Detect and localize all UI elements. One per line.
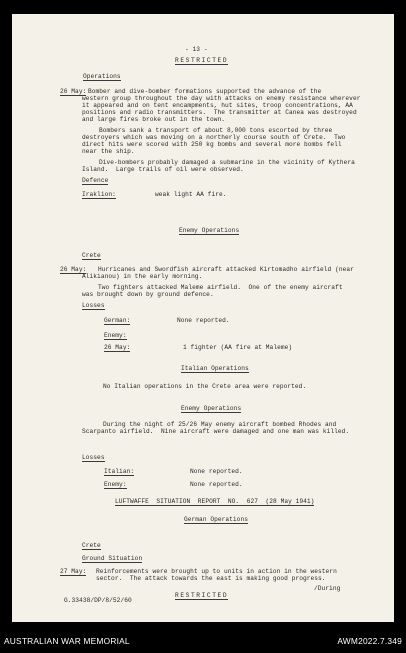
document-page	[12, 14, 394, 622]
report-subtitle: German Operations	[184, 516, 248, 523]
paragraph-line: Hurricanes and Swordfish aircraft attacked Kirtomadho airfield (near	[98, 266, 354, 273]
date-label: 27 May:	[60, 568, 87, 575]
enemy-date: 26 May:	[104, 344, 131, 351]
enemy-value: 1 fighter (AA fire at Maleme)	[183, 344, 293, 351]
paragraph-line: near the ship.	[82, 148, 135, 155]
section-title: Italian Operations	[181, 365, 249, 372]
paragraph-line: western group throughout the day with attacks on enemy resistance wherever	[82, 95, 361, 102]
italian-label: Italian:	[104, 468, 135, 475]
losses-heading: Losses	[82, 302, 105, 309]
date-label: 26 May:	[60, 266, 87, 273]
paragraph-line: Two fighters attacked Maleme airfield. One of the enemy aircraft	[98, 284, 343, 291]
italian-value: None reported.	[190, 468, 243, 475]
date-label: 26 May:	[60, 88, 87, 95]
enemy-value: None reported.	[190, 481, 243, 488]
paragraph-line: Dive-bombers probably damaged a submarine in the vicinity of Kythera	[99, 159, 355, 166]
catalogue-number: AWM2022.7.349	[337, 636, 402, 646]
catchword: /During	[314, 585, 341, 592]
paragraph-line: positions and radio transmitters. The transmitter at Canea was destroyed	[82, 109, 357, 116]
operations-heading: Operations	[83, 73, 121, 80]
classification-header: RESTRICTED	[175, 57, 229, 64]
paragraph-line: Reinforcements were brought up to units in action in the western	[96, 568, 337, 575]
archive-credit: AUSTRALIAN WAR MEMORIAL	[4, 636, 130, 646]
paragraph-line: Island. Large trails of oil were observed.	[82, 166, 244, 173]
paragraph-line: During the night of 25/26 May enemy aircraft bombed Rhodes and	[103, 421, 337, 428]
classification-footer: RESTRICTED	[175, 592, 229, 599]
paragraph-line: Bombers sank a transport of about 8,000 tons escorted by three	[99, 127, 333, 134]
losses-heading: Losses	[82, 454, 105, 461]
enemy-label: Enemy:	[104, 481, 127, 488]
section-title: Enemy Operations	[179, 227, 240, 234]
paragraph-line: direct hits were scored with 250 kg bombs and several more bombs fell	[82, 141, 342, 148]
page-number: - 13 -	[185, 46, 208, 53]
defence-place-label: Iraklion:	[82, 191, 116, 198]
paragraph-line: sector. The attack towards the east is making good progress.	[96, 575, 326, 582]
report-title: LUFTWAFFE SITUATION REPORT NO. 627 (28 May 1941)	[115, 498, 315, 505]
defence-text: weak light AA fire.	[155, 191, 227, 198]
enemy-label: Enemy:	[104, 332, 127, 339]
paragraph-line: Bomber and dive-bomber formations supported the advance of the	[88, 88, 322, 95]
defence-heading: Defence	[82, 177, 109, 184]
crete-heading: Crete	[82, 542, 101, 549]
paragraph-line: Alikianou) in the early morning.	[82, 273, 203, 280]
paragraph-line: destroyers which was moving on a northerly course south of Crete. Two	[82, 134, 346, 141]
paragraph-line: and large fires broke out in the town.	[82, 116, 225, 123]
ground-situation-heading: Ground Situation	[82, 555, 143, 562]
section-title: Enemy Operations	[181, 405, 242, 412]
paragraph-line: No Italian operations in the Crete area were reported.	[103, 383, 307, 390]
paragraph-line: was brought down by ground defence.	[82, 291, 214, 298]
paragraph-line: Scarpanto airfield. Nine aircraft were damaged and one man was killed.	[82, 428, 350, 435]
german-label: German:	[104, 317, 131, 324]
crete-heading: Crete	[82, 252, 101, 259]
paragraph-line: it appeared and on tent encampments, hut sites, troop concentrations, AA	[82, 102, 353, 109]
german-value: None reported.	[177, 317, 230, 324]
file-reference: G.33438/DP/8/52/60	[64, 597, 132, 604]
